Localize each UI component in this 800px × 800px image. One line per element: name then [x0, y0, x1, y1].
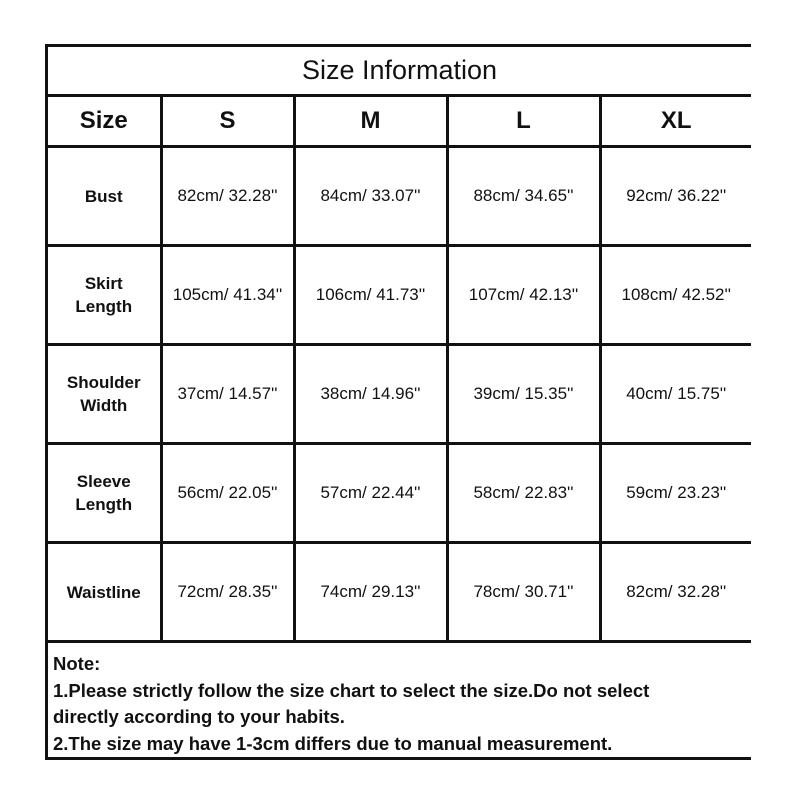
size-header-l: L [447, 97, 600, 147]
table-cell: 57cm/ 22.44'' [294, 444, 447, 543]
header-row [48, 97, 751, 147]
row-label-shoulder-width: Shoulder Width [48, 345, 161, 444]
size-header-xl: XL [600, 97, 751, 147]
table-cell: 82cm/ 32.28'' [161, 147, 294, 246]
table-cell: 38cm/ 14.96'' [294, 345, 447, 444]
chart-title: Size Information [48, 47, 751, 97]
table-cell: 106cm/ 41.73'' [294, 246, 447, 345]
table-cell: 58cm/ 22.83'' [447, 444, 600, 543]
table-row [48, 246, 751, 345]
row-label-skirt-length: Skirt Length [48, 246, 161, 345]
row-label-sleeve-length: Sleeve Length [48, 444, 161, 543]
size-header-s: S [161, 97, 294, 147]
table-cell: 84cm/ 33.07'' [294, 147, 447, 246]
table-cell: 72cm/ 28.35'' [161, 543, 294, 642]
notes-heading: Note: [53, 653, 101, 674]
table-cell: 74cm/ 29.13'' [294, 543, 447, 642]
size-header-m: M [294, 97, 447, 147]
table-cell: 88cm/ 34.65'' [447, 147, 600, 246]
table-row [48, 147, 751, 246]
notes-line-1: 1.Please strictly follow the size chart to select the size.Do not select [53, 679, 650, 701]
table-row [48, 444, 751, 543]
table-row [48, 345, 751, 444]
notes-line-2: directly according to your habits. [53, 706, 345, 727]
table-cell: 105cm/ 41.34'' [161, 246, 294, 345]
row-label-waistline: Waistline [48, 543, 161, 642]
notes-line-3: 2.The size may have 1-3cm differs due to manual measurement. [53, 732, 613, 754]
table-cell: 37cm/ 14.57'' [161, 345, 294, 444]
table-cell: 40cm/ 15.75'' [600, 345, 751, 444]
table-cell: 107cm/ 42.13'' [447, 246, 600, 345]
table-cell: 108cm/ 42.52'' [600, 246, 751, 345]
size-table [48, 97, 751, 643]
table-cell: 78cm/ 30.71'' [447, 543, 600, 642]
size-chart [45, 44, 751, 760]
table-cell: 59cm/ 23.23'' [600, 444, 751, 543]
table-cell: 39cm/ 15.35'' [447, 345, 600, 444]
row-label-bust: Bust [48, 147, 161, 246]
notes-section [48, 643, 751, 757]
table-row [48, 543, 751, 642]
size-column-header: Size [48, 97, 161, 147]
table-cell: 92cm/ 36.22'' [600, 147, 751, 246]
table-cell: 82cm/ 32.28'' [600, 543, 751, 642]
table-cell: 56cm/ 22.05'' [161, 444, 294, 543]
